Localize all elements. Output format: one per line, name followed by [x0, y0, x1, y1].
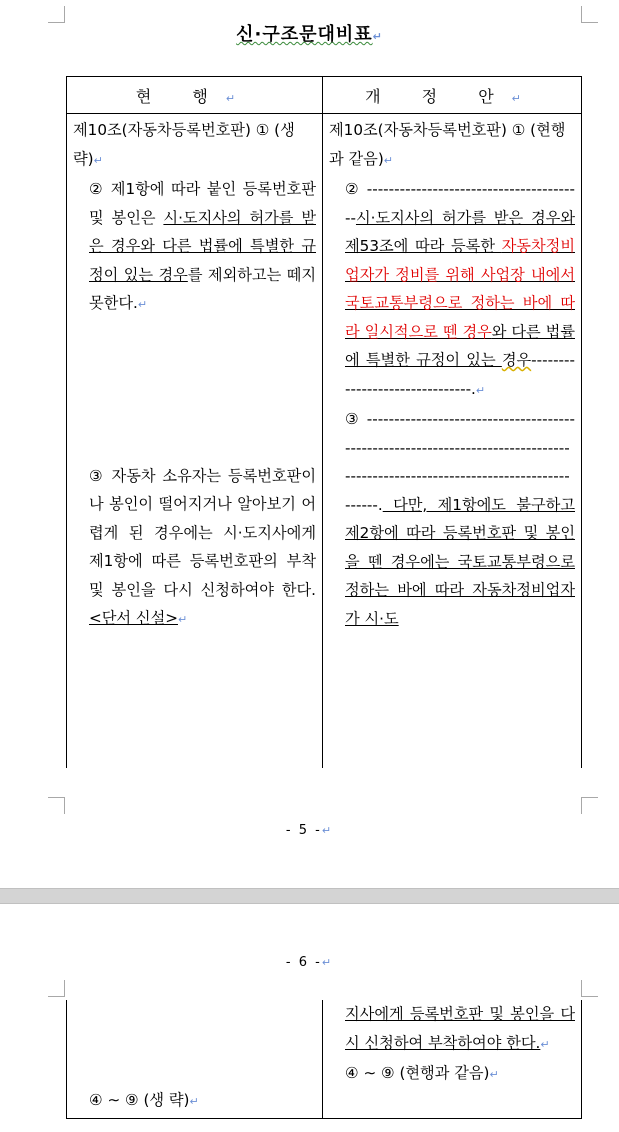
current-column — [66, 1000, 323, 1119]
page-number: - 6 -↵ — [285, 955, 334, 970]
comparison-table — [66, 76, 582, 768]
current-column — [67, 114, 323, 769]
revised-article-10: 제10조(자동차등록번호판) ① (현행과 같음)↵ — [329, 121, 566, 168]
current-paragraph-2: ② 제1항에 따라 붙인 등록번호판 및 봉인은 시·도지사의 허가를 받은 경우와 다른 법률에 특별한 규정이 있는 경우를 제외하고는 떼지 못한다.↵ — [89, 180, 316, 312]
page-corner-mark — [48, 797, 65, 814]
page-corner-mark — [581, 980, 598, 997]
header-current: 현 행↵ — [67, 77, 323, 114]
revised-paragraph-3: ③ ------------------------------------------------------------------------------------------------------------------------------. 다만, 제1항에도 불구하고 제2항에 따라 등록번호판 및 봉인을 뗀 경우에는 국토교통부령으로 정하는 바에 따라 자동차정비업자가 시·도 — [345, 410, 575, 628]
document-title: 신·구조문대비표↵ — [236, 24, 383, 45]
page-corner-mark — [48, 980, 65, 997]
current-paragraph-4: ④ ∼ ⑨ (생 략)↵ — [89, 1091, 199, 1109]
page-number: - 5 -↵ — [285, 823, 334, 838]
page-corner-mark — [581, 797, 598, 814]
current-article-10: 제10조(자동차등록번호판) ① (생략)↵ — [73, 121, 295, 168]
revised-column — [322, 1000, 582, 1119]
page-separator — [0, 888, 619, 904]
revised-paragraph-4: ④ ∼ ⑨ (현행과 같음)↵ — [345, 1064, 499, 1082]
revised-paragraph-2: ② ----------------------------------------시·도지사의 허가를 받은 경우와 제53조에 따라 등록한 자동차정비업자가 정비를 위해 사업장 내에서 국토교통부령으로 정하는 바에 따라 일시적으로 뗀 경우와 다른 법률에 특별한 규정이 있는 경우-------------------------------.↵ — [345, 180, 575, 398]
revised-paragraph-3-continued: 지사에게 등록번호판 및 봉인을 다시 신청하여 부착하여야 한다.↵ — [345, 1005, 575, 1052]
revised-column — [323, 114, 582, 769]
header-revised: 개 정 안↵ — [323, 77, 582, 114]
comparison-table-continued — [66, 1000, 581, 1118]
current-paragraph-3: ③ 자동차 소유자는 등록번호판이나 봉인이 떨어지거나 알아보기 어렵게 된 경우에는 시·도지사에게 제1항에 따른 등록번호판의 부착 및 봉인을 다시 신청하여야 한다. <단서 신설>↵ — [89, 466, 316, 627]
